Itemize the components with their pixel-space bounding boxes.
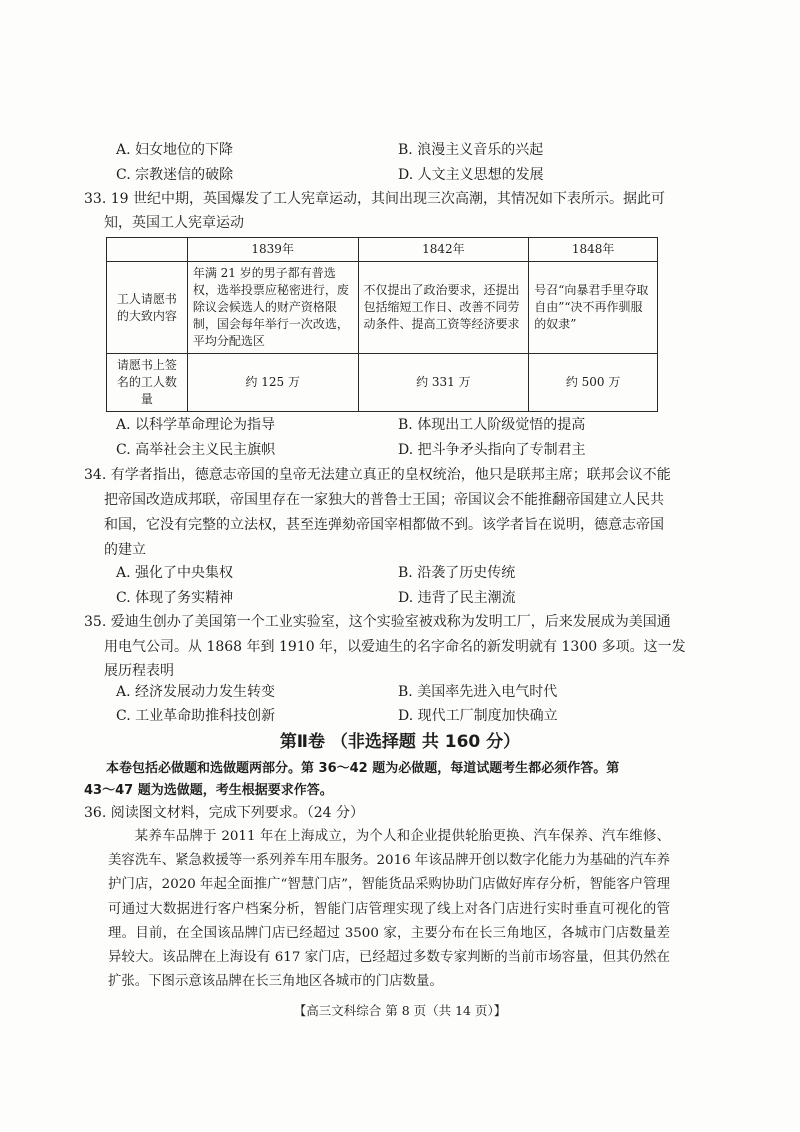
cell-1839-signatures: 约 125 万 <box>187 354 358 412</box>
q34-option-b: B. 沿袭了历史传统 <box>398 565 516 581</box>
q35-option-b: B. 美国率先进入电气时代 <box>398 684 558 700</box>
cell-1842-content: 不仅提出了政治要求，还提出包括缩短工作日、改善不同劳动条件、提高工资等经济要求 <box>358 262 529 354</box>
table-header-1848: 1848年 <box>529 238 658 262</box>
q36-material-paragraph: 某养车品牌于 2011 年在上海成立，为个人和企业提供轮胎更换、汽车保养、汽车维修、美容洗车、紧急救援等一系列养车用车服务。2016 年该品牌开创以数字化能力为基础的汽车养护门店，2020 年起全面推广“智慧门店”，智能货品采购协助门店做好库存分析，智能客户管理可通过大数据进行客户档案分析，智能门店管理实现了线上对各门店进行实时垂直可视化的管理。目前，在全国该品牌门店已经超过 3500 家，主要分布在长三角地区，各城市门店数量差异较大。该品牌在上海设有 617 家门店，已经超过多数专家判断的当前市场容量，但其仍然在扩张。下图示意该品牌在长三角地区各城市的门店数量。 <box>108 829 670 990</box>
q33-option-c: C. 高举社会主义民主旗帜 <box>116 442 276 458</box>
section2-note-line2: 43～47 题为选做题，考生根据要求作答。 <box>84 783 333 798</box>
q32-option-d: D. 人文主义思想的发展 <box>398 167 544 183</box>
q34-option-d: D. 违背了民主潮流 <box>398 590 516 606</box>
q34-stem-line4: 的建立 <box>104 542 146 558</box>
chartist-table <box>106 237 658 412</box>
q36-heading: 36. 阅读图文材料，完成下列要求。（24 分） <box>84 805 364 821</box>
q32-option-c: C. 宗教迷信的破除 <box>116 167 234 183</box>
page-footer: 【高三文科综合 第 8 页（共 14 页）】 <box>293 1003 507 1018</box>
q34-stem-line1: 34. 有学者指出，德意志帝国的皇帝无法建立真正的皇权统治，他只是联邦主席；联邦会议不能 <box>84 467 671 483</box>
cell-1842-signatures: 约 331 万 <box>358 354 529 412</box>
row-label-signatures: 请愿书上签名的工人数量 <box>107 354 188 412</box>
q33-option-b: B. 体现出工人阶级觉悟的提高 <box>398 417 586 433</box>
table-header-1842: 1842年 <box>358 238 529 262</box>
q34-stem-line2: 把帝国改造成邦联，帝国里存在一家独大的普鲁士王国；帝国议会不能推翻帝国建立人民共 <box>104 492 664 508</box>
table-header-row <box>107 238 658 262</box>
q35-stem-line1: 35. 爱迪生创办了美国第一个工业实验室，这个实验室被戏称为发明工厂，后来发展成为美国通 <box>84 614 671 630</box>
q35-stem-line2: 用电气公司。从 1868 年到 1910 年，以爱迪生的名字命名的新发明就有 1300 多项。这一发 <box>104 639 686 655</box>
table-header-1839: 1839年 <box>187 238 358 262</box>
q35-option-c: C. 工业革命助推科技创新 <box>116 708 276 724</box>
table-header-blank <box>107 238 188 262</box>
table-row-signatures <box>107 354 658 412</box>
q33-stem-line1: 33. 19 世纪中期，英国爆发了工人宪章运动，其间出现三次高潮，其情况如下表所示。据此可 <box>84 191 665 207</box>
q33-stem-line2: 知，英国工人宪章运动 <box>104 215 244 231</box>
q33-option-a: A. 以科学革命理论为指导 <box>116 417 276 433</box>
q34-option-a: A. 强化了中央集权 <box>116 565 234 581</box>
section2-title: 第Ⅱ卷 （非选择题 共 160 分） <box>279 732 521 752</box>
q32-option-b: B. 浪漫主义音乐的兴起 <box>398 142 544 158</box>
q32-option-a: A. 妇女地位的下降 <box>116 142 234 158</box>
q33-option-d: D. 把斗争矛头指向了专制君主 <box>398 442 586 458</box>
cell-1848-signatures: 约 500 万 <box>529 354 658 412</box>
cell-1839-content: 年满 21 岁的男子都有普选权，选举投票应秘密进行，废除议会候选人的财产资格限制，国会每年举行一次改选，平均分配选区 <box>187 262 358 354</box>
q35-option-d: D. 现代工厂制度加快确立 <box>398 708 558 724</box>
q34-stem-line3: 和国，它没有完整的立法权，甚至连弹劾帝国宰相都做不到。该学者旨在说明，德意志帝国 <box>104 517 664 533</box>
q34-option-c: C. 体现了务实精神 <box>116 590 234 606</box>
q35-stem-line3: 展历程表明 <box>104 663 174 679</box>
row-label-content: 工人请愿书的大致内容 <box>107 262 188 354</box>
q35-option-a: A. 经济发展动力发生转变 <box>116 684 276 700</box>
table-row-content <box>107 262 658 354</box>
cell-1848-content: 号召“向暴君手里夺取自由”“决不再作驯服的奴隶” <box>529 262 658 354</box>
section2-note-line1: 本卷包括必做题和选做题两部分。第 36～42 题为必做题，每道试题考生都必须作答。第 <box>106 761 620 776</box>
